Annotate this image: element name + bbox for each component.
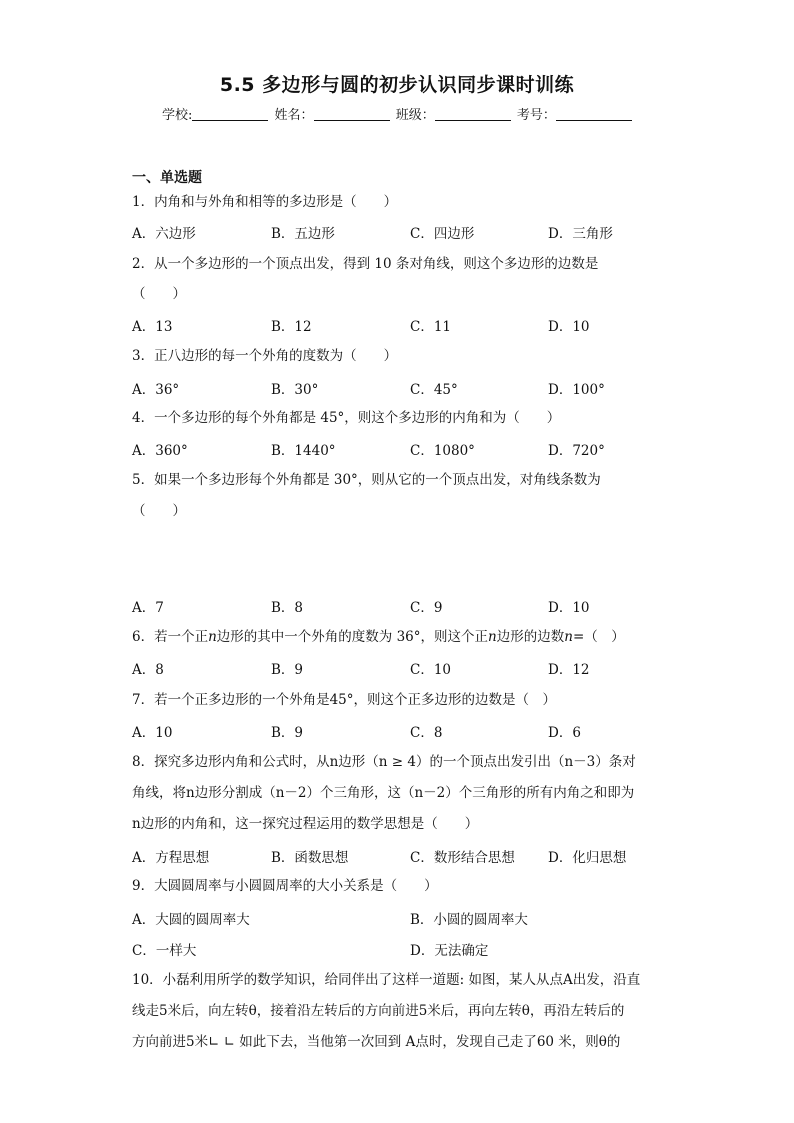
question-5-options — [132, 596, 692, 616]
option-c: C．8 — [410, 725, 443, 741]
q6-part-d: =（ ） — [572, 629, 625, 645]
question-2-options — [132, 315, 692, 335]
option-c: C．9 — [410, 600, 443, 616]
question-7: 7．若一个正多边形的一个外角是45°，则这个正多边形的边数是（ ） — [132, 692, 557, 708]
var-n: n — [488, 629, 497, 645]
question-9-options-row-1 — [132, 908, 692, 928]
class-label: 班级： — [395, 108, 435, 123]
question-4-options — [132, 439, 692, 459]
class-blank — [435, 108, 511, 121]
option-d: D．720° — [548, 443, 605, 459]
option-d: D．10 — [548, 600, 590, 616]
option-b: B．1440° — [271, 443, 336, 459]
question-8-line-3: n边形的内角和，这一探究过程运用的数学思想是（ ） — [132, 816, 479, 832]
question-10-line-3: 方向前进5米∟ ∟ 如此下去，当他第一次回到 A点时，发现自己走了60 米，则θ的 — [132, 1034, 621, 1050]
question-2: 2．从一个多边形的一个顶点出发，得到 10 条对角线，则这个多边形的边数是 — [132, 256, 599, 272]
option-a: A．360° — [132, 443, 188, 459]
question-10-line-1: 10．小磊利用所学的数学知识，给同伴出了这样一道题: 如图，某人从点A出发，沿直 — [132, 972, 641, 988]
question-6 — [132, 627, 625, 647]
option-a: A．36° — [132, 382, 180, 398]
option-b: B．小圆的圆周率大 — [410, 912, 528, 928]
student-info-line — [162, 104, 634, 123]
question-1-options — [132, 222, 692, 242]
question-2-bracket: （ ） — [132, 286, 186, 302]
question-3: 3．正八边形的每一个外角的度数为（ ） — [132, 348, 398, 364]
option-a: A．方程思想 — [132, 850, 210, 866]
option-c: C．10 — [410, 662, 452, 678]
option-a: A．7 — [132, 600, 164, 616]
option-a: A．13 — [132, 319, 173, 335]
option-a: A．8 — [132, 662, 164, 678]
q6-part-c: 边形的边数 — [496, 629, 565, 645]
q6-part-a: 6．若一个正 — [132, 629, 209, 645]
question-9: 9．大圆圆周率与小圆圆周率的大小关系是（ ） — [132, 878, 438, 894]
var-n: n — [208, 629, 217, 645]
section-heading: 一、单选题 — [132, 170, 202, 186]
option-b: B．9 — [271, 662, 304, 678]
option-c: C．四边形 — [410, 226, 475, 242]
option-b: B．五边形 — [271, 226, 335, 242]
option-d: D．12 — [548, 662, 590, 678]
question-8-line-1: 8．探究多边形内角和公式时，从n边形（n ≥ 4）的一个顶点出发引出（n－3）条对 — [132, 754, 636, 770]
option-b: B．函数思想 — [271, 850, 349, 866]
option-d: D．6 — [548, 725, 581, 741]
option-d: D．10 — [548, 319, 590, 335]
question-9-options-row-2 — [132, 939, 692, 959]
var-n: n — [564, 629, 573, 645]
option-c: C．数形结合思想 — [410, 850, 515, 866]
option-c: C．1080° — [410, 443, 475, 459]
question-5: 5．如果一个多边形每个外角都是 30°，则从它的一个顶点出发，对角线条数为 — [132, 472, 601, 488]
question-3-options — [132, 378, 692, 398]
name-label: 姓名： — [274, 108, 314, 123]
option-d: D．无法确定 — [410, 943, 489, 959]
option-b: B．30° — [271, 382, 319, 398]
question-8-line-2: 角线，将n边形分割成（n－2）个三角形，这（n－2）个三角形的所有内角之和即为 — [132, 785, 635, 801]
option-b: B．12 — [271, 319, 312, 335]
option-d: D．100° — [548, 382, 605, 398]
question-1: 1．内角和与外角和相等的多边形是（ ） — [132, 194, 398, 210]
school-blank — [192, 108, 268, 121]
question-8-options — [132, 846, 692, 866]
option-a: A．大圆的圆周率大 — [132, 912, 250, 928]
option-c: C．45° — [410, 382, 458, 398]
number-label: 考号： — [516, 108, 556, 123]
option-b: B．9 — [271, 725, 304, 741]
question-4: 4．一个多边形的每个外角都是 45°，则这个多边形的内角和为（ ） — [132, 410, 561, 426]
option-a: A．10 — [132, 725, 173, 741]
option-d: D．三角形 — [548, 226, 613, 242]
option-d: D．化归思想 — [548, 850, 627, 866]
question-6-options — [132, 658, 692, 678]
page-title: 5.5 多边形与圆的初步认识同步课时训练 — [219, 74, 575, 96]
question-5-bracket: （ ） — [132, 503, 186, 519]
question-7-options — [132, 721, 692, 741]
number-blank — [556, 108, 632, 121]
option-c: C．11 — [410, 319, 452, 335]
question-10-line-2: 线走5米后，向左转θ，接着沿左转后的方向前进5米后，再向左转θ，再沿左转后的 — [132, 1003, 625, 1019]
option-c: C．一样大 — [132, 943, 197, 959]
option-a: A．六边形 — [132, 226, 196, 242]
school-label: 学校: — [162, 108, 193, 123]
q6-part-b: 边形的其中一个外角的度数为 36°，则这个正 — [216, 629, 489, 645]
option-b: B．8 — [271, 600, 304, 616]
name-blank — [314, 108, 390, 121]
